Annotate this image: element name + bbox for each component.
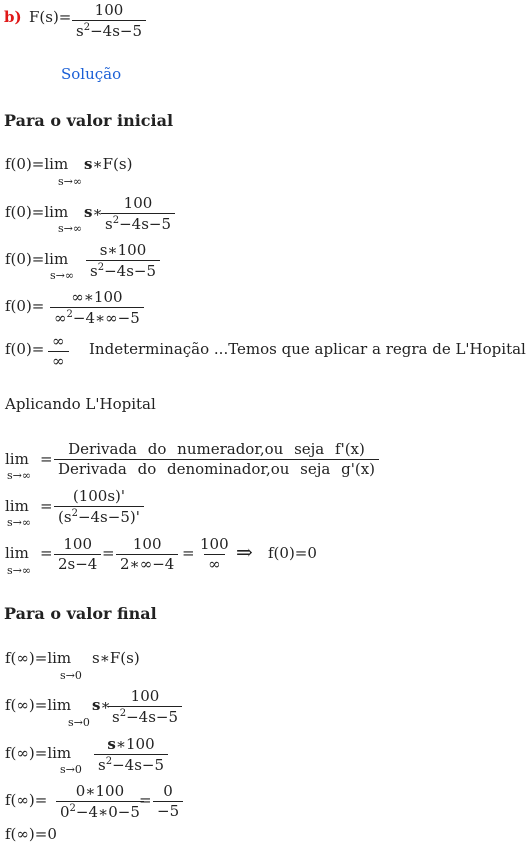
fraction-denominator: ∞: [48, 351, 69, 369]
initial-line2-limit-sub: s→∞: [58, 222, 83, 235]
fraction-denominator: ∞$^2$−4∗∞−5: [50, 307, 144, 326]
hopital-row1-lim: lim: [5, 450, 29, 468]
fraction-numerator: 0∗100: [75, 782, 125, 800]
hopital-row3-fraction2: [116, 537, 178, 572]
initial-line5-lhs: f(0)=: [5, 340, 45, 358]
hopital-row3-fraction1: [54, 537, 101, 572]
initial-line3-limit-sub: s→∞: [50, 269, 75, 282]
initial-line1-lhs: f(0)=lim: [5, 155, 69, 173]
final-line2-limit-sub: s→0: [68, 716, 90, 729]
fraction-denominator: $(s^2-4s-5)'$: [54, 506, 144, 525]
initial-line5-fraction: [48, 334, 69, 369]
fraction-denominator: $s^2-4s-5$: [108, 706, 182, 725]
hopital-row3-eq1: =: [40, 544, 53, 562]
fraction-numerator: ∞: [52, 332, 65, 350]
hopital-row2-fraction: [54, 489, 144, 525]
hopital-row3-eq2: =: [102, 544, 115, 562]
fraction-denominator: 2s−4: [54, 554, 101, 572]
initial-line2-fraction: [101, 196, 175, 232]
hopital-row2-sub: s→∞: [7, 516, 32, 529]
fraction-numerator: 100: [63, 535, 92, 553]
final-line4-fraction1: [56, 784, 144, 820]
initial-line3-lhs: f(0)=lim: [5, 250, 69, 268]
fraction-denominator: $s^2-4s-5$: [72, 20, 146, 39]
initial-line2-lhs: f(0)=lim: [5, 203, 69, 221]
fraction-numerator: 100: [132, 535, 162, 553]
fraction-numerator: s∗100: [99, 241, 147, 259]
final-line3-limit-sub: s→0: [60, 763, 82, 776]
hopital-row3-sub: s→∞: [7, 564, 32, 577]
part-b-label: b): [4, 8, 22, 26]
fraction-denominator: −5: [153, 801, 183, 819]
final-line4-fraction2: [153, 784, 183, 819]
final-line3-fraction: [94, 737, 168, 773]
fraction-numerator: s∗100: [107, 735, 155, 753]
final-line2-s: s∗: [92, 696, 111, 714]
implies-arrow-icon: ⇒: [236, 540, 253, 564]
fraction-denominator: $s^2-4s-5$: [94, 754, 168, 773]
fraction-numerator: Derivada do numerador,ou seja f'(x): [68, 440, 365, 458]
initial-line4-fraction: [50, 290, 144, 326]
final-line1-rest: s∗F(s): [92, 649, 140, 667]
initial-line2-s: s∗: [84, 203, 103, 221]
final-line2-fraction: [108, 689, 182, 725]
hopital-title: Aplicando L'Hopital: [5, 395, 156, 413]
fraction-denominator: ∞: [204, 554, 225, 572]
fraction-numerator: 100: [200, 535, 229, 553]
hopital-row1-eq: =: [40, 450, 53, 468]
initial-line3-fraction: [86, 243, 160, 279]
transfer-function-fraction: [72, 3, 146, 39]
hopital-row1-sub: s→∞: [7, 469, 32, 482]
final-value-heading: Para o valor final: [4, 604, 157, 623]
final-line4-lhs: f(∞)=: [5, 791, 48, 809]
initial-value-heading: Para o valor inicial: [4, 111, 174, 130]
hopital-row1-fraction: [54, 442, 379, 477]
final-line3-lhs: f(∞)=lim: [5, 744, 72, 762]
fraction-denominator: 2∗∞−4: [116, 554, 178, 572]
hopital-row2-eq: =: [40, 497, 53, 515]
initial-line1-rest: s∗F(s): [84, 155, 133, 173]
transfer-function-lhs: F(s)=: [29, 8, 72, 26]
final-line1-lhs: f(∞)=lim: [5, 649, 72, 667]
hopital-row3-lim: lim: [5, 544, 29, 562]
fraction-numerator: (100s)': [72, 487, 125, 505]
indeterminacy-text: Indeterminação ...Temos que aplicar a regra de L'Hopital: [89, 340, 526, 358]
solucao-label: Solução: [61, 65, 122, 83]
final-result: f(∞)=0: [5, 825, 57, 843]
hopital-row2-lim: lim: [5, 497, 29, 515]
initial-line1-limit-sub: s→∞: [58, 175, 83, 188]
initial-line4-lhs: f(0)=: [5, 297, 45, 315]
fraction-numerator: 0: [163, 782, 173, 800]
fraction-denominator: Derivada do denominador,ou seja g'(x): [54, 459, 379, 477]
final-line4-eq: =: [139, 791, 152, 809]
hopital-row3-fraction3: [196, 537, 233, 572]
fraction-denominator: $0^2-4∗0-5$: [56, 801, 144, 820]
final-line1-limit-sub: s→0: [60, 669, 82, 682]
hopital-result: f(0)=0: [268, 544, 317, 562]
hopital-row3-eq3: =: [182, 544, 195, 562]
fraction-numerator: ∞∗100: [71, 288, 123, 306]
final-line2-lhs: f(∞)=lim: [5, 696, 72, 714]
fraction-numerator: 100: [123, 194, 153, 212]
fraction-denominator: $s^2-4s-5$: [86, 260, 160, 279]
fraction-numerator: 100: [94, 1, 124, 19]
fraction-numerator: 100: [130, 687, 160, 705]
fraction-denominator: $s^2-4s-5$: [101, 213, 175, 232]
